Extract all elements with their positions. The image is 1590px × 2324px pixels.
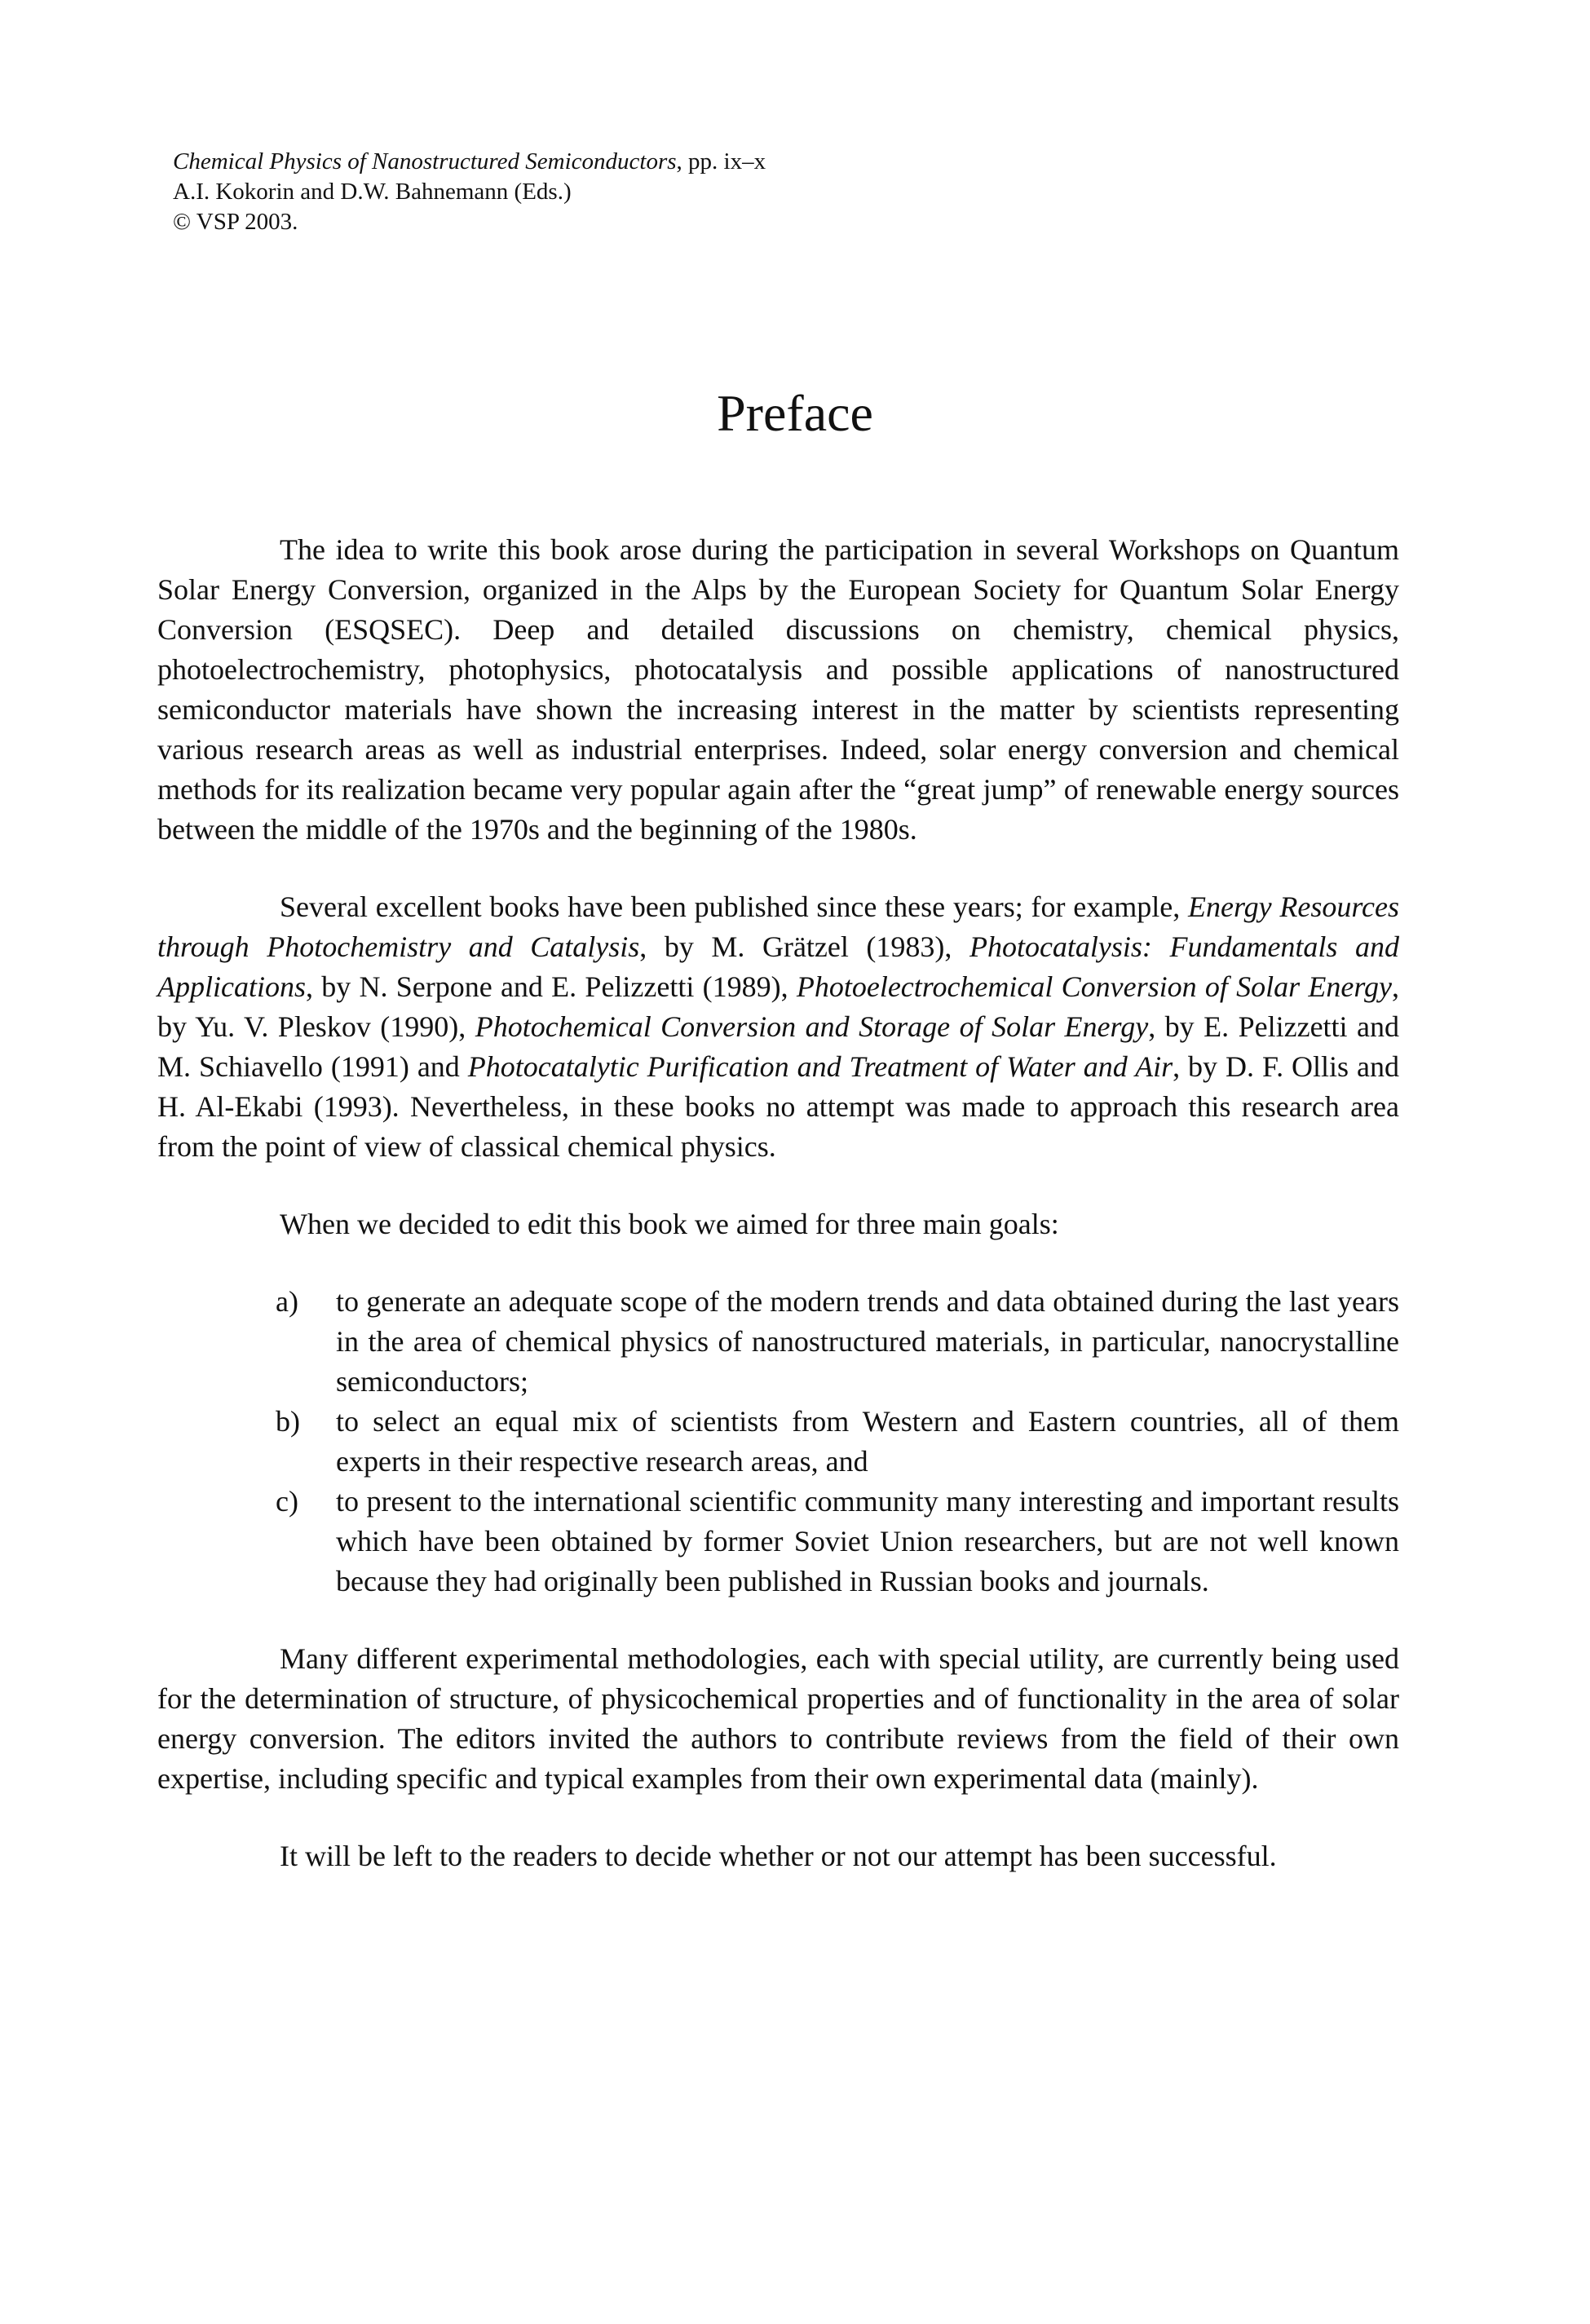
book-reference: Photocatalysis: Fundamentals and Applications bbox=[157, 930, 1399, 1003]
list-marker: c) bbox=[276, 1485, 298, 1518]
book-reference: Photoelectrochemical Conversion of Solar Energy bbox=[796, 970, 1393, 1003]
text: , by N. Serpone and E. Pelizzetti (1989), bbox=[306, 970, 797, 1003]
paragraph-2 bbox=[157, 887, 1399, 1167]
book-reference: Photochemical Conversion and Storage of Solar Energy bbox=[475, 1010, 1149, 1043]
list-text: to select an equal mix of scientists from Western and Eastern countries, all of them experts in their respective research areas, and bbox=[336, 1405, 1399, 1478]
paragraph-4: Many different experimental methodologies, each with special utility, are currently being used for the determination of structure, of physicochemical properties and of functionality in the area of solar energy conversion. The editors invited the authors to contribute reviews from the field of their own expertise, including specific and typical examples from their own experimental data (mainly). bbox=[157, 1642, 1399, 1795]
paragraph-5: It will be left to the readers to decide whether or not our attempt has been successful. bbox=[280, 1840, 1277, 1872]
page-range: , pp. ix–x bbox=[676, 148, 766, 175]
book-reference: Energy Resources through Photochemistry and Catalysis bbox=[157, 890, 1400, 963]
list-text: to generate an adequate scope of the modern trends and data obtained during the last years in the area of chemical physics of nanostructured materials, in particular, nanocrystalline semiconductors; bbox=[336, 1285, 1399, 1398]
text: , by D. F. Ollis and H. Al-Ekabi (1993). Nevertheless, in these books no attempt was made to approach this research area from the point of view of classical chemical physics. bbox=[157, 1050, 1399, 1163]
page-title: Preface bbox=[717, 384, 873, 442]
list-item bbox=[157, 1282, 1399, 1402]
text: Several excellent books have been published since these years; for example, bbox=[280, 890, 1188, 923]
body-text bbox=[157, 530, 1399, 1914]
book-reference: Photocatalytic Purification and Treatment of Water and Air bbox=[467, 1050, 1173, 1083]
list-text: to present to the international scientific community many interesting and important results which have been obtained by former Soviet Union researchers, but are not well known because they had originally been published in Russian books and journals. bbox=[336, 1485, 1399, 1597]
text: , by M. Grätzel (1983), bbox=[639, 930, 969, 963]
editors: A.I. Kokorin and D.W. Bahnemann (Eds.) bbox=[173, 179, 572, 205]
text: , by Yu. V. Pleskov (1990), bbox=[157, 970, 1400, 1043]
paragraph-3: When we decided to edit this book we aimed for three main goals: bbox=[280, 1208, 1059, 1240]
book-title: Chemical Physics of Nanostructured Semiconductors bbox=[173, 148, 677, 175]
list-marker: b) bbox=[276, 1405, 300, 1438]
goals-list bbox=[157, 1282, 1399, 1602]
citation-header bbox=[173, 147, 766, 237]
copyright: © VSP 2003. bbox=[173, 209, 298, 235]
list-marker: a) bbox=[276, 1285, 298, 1318]
list-item bbox=[157, 1482, 1399, 1602]
paragraph-1: The idea to write this book arose during the participation in several Workshops on Quantum Solar Energy Conversion, organized in the Alps by the European Society for Quantum Solar Energy Conversion (ESQSEC). Deep and detailed discussions on chemistry, chemical physics, photoelectrochemistry, photophysics, photocatalysis and possible applications of nanostructured semiconductor materials have shown the increasing interest in the matter by scientists representing various research areas as well as industrial enterprises. Indeed, solar energy conversion and chemical methods for its realization became very popular again after the “great jump” of renewable energy sources between the middle of the 1970s and the beginning of the 1980s. bbox=[157, 533, 1399, 846]
text: , by E. Pelizzetti and M. Schiavello (1991) and bbox=[157, 1010, 1400, 1083]
list-item bbox=[157, 1402, 1399, 1482]
